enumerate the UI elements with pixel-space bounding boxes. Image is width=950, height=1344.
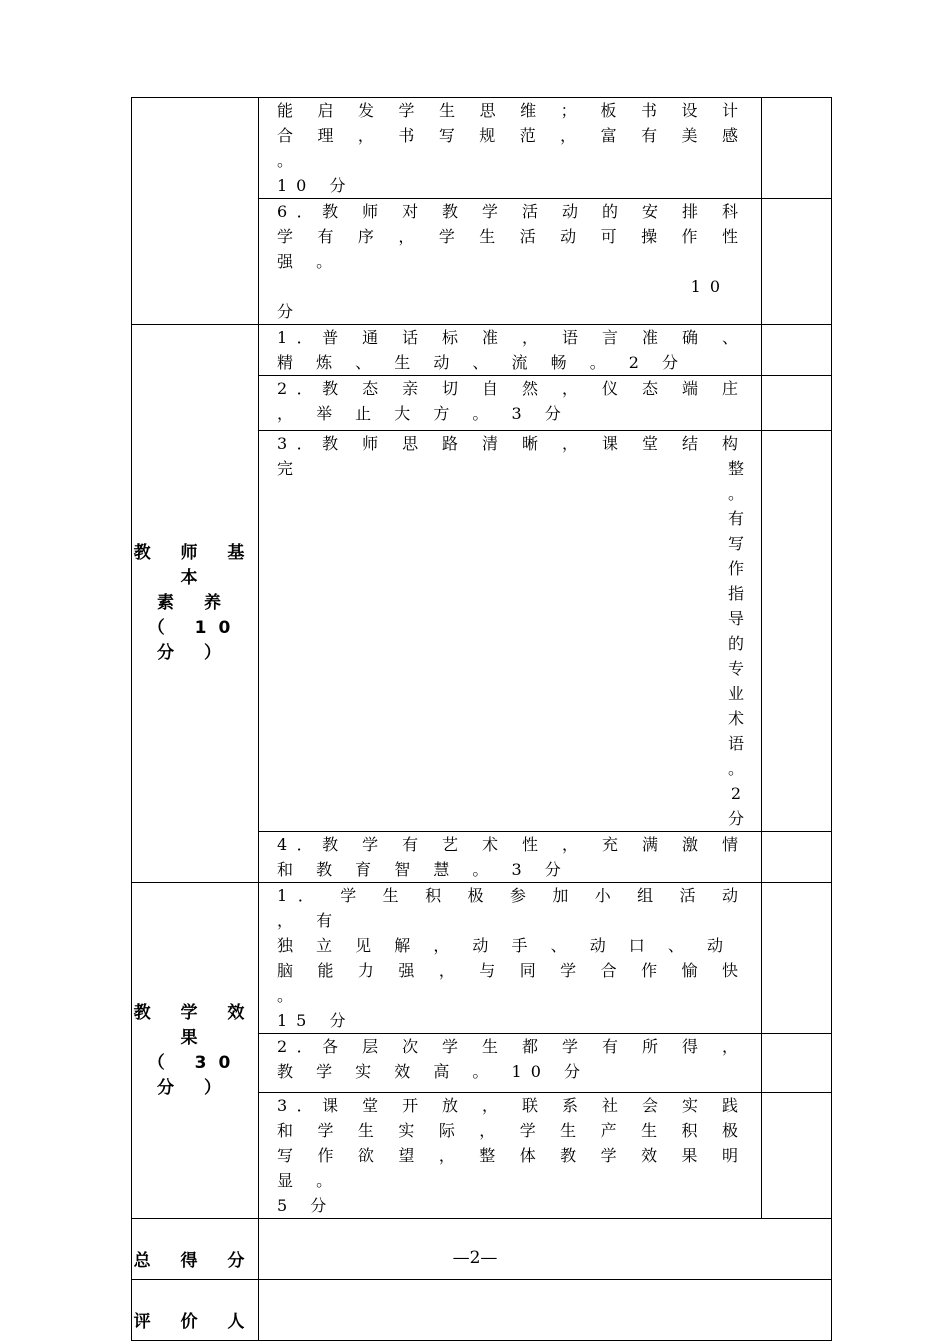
- criterion-cell: 4．教 学 有 艺 术 性 ， 充 满 激 情 和 教 育 智 慧 。 3 分: [259, 832, 762, 883]
- score-cell[interactable]: [762, 431, 832, 832]
- category-label: 分 ）: [157, 643, 233, 663]
- table-row: [132, 98, 832, 199]
- category-label: （ 10: [147, 618, 243, 638]
- score-cell[interactable]: [762, 199, 832, 325]
- category-teaching-effect: [132, 883, 259, 1219]
- score-cell[interactable]: [762, 1093, 832, 1219]
- criterion-unit: 分: [277, 302, 303, 321]
- criterion-cell: 2．各 层 次 学 生 都 学 有 所 得 ， 教 学 实 效 高 。 10 分: [259, 1034, 762, 1093]
- category-label: 教 学 效: [133, 1002, 257, 1023]
- evaluation-table: [131, 97, 832, 1341]
- criterion-cell: 1． 学 生 积 极 参 加 小 组 活 动 ， 有 独 立 见 解 ， 动 手 、 动 口 、 动 脑 能 力 强 ， 与 同 学 合 作 愉 快 。 15 分: [259, 883, 762, 1034]
- score-cell[interactable]: [762, 98, 832, 199]
- category-label: 教 师 基: [133, 543, 257, 563]
- score-cell[interactable]: [762, 325, 832, 376]
- criterion-cell: 能 启 发 学 生 思 维 ； 板 书 设 计 合 理 ， 书 写 规 范 ， 富 有 美 感 。 10 分: [259, 98, 762, 199]
- score-cell[interactable]: [762, 883, 832, 1034]
- score-cell[interactable]: [762, 376, 832, 431]
- evaluator-field[interactable]: [259, 1280, 832, 1341]
- table-row: [132, 883, 832, 1034]
- category-label: 素 养: [157, 593, 233, 613]
- score-cell[interactable]: [762, 1034, 832, 1093]
- evaluator-label: 评 价 人: [132, 1280, 259, 1341]
- category-basic-quality: [132, 325, 259, 883]
- table-row: [132, 1280, 832, 1341]
- category-label: 分 ）: [157, 1077, 233, 1098]
- criterion-cell: [259, 431, 762, 832]
- category-label: 本: [180, 568, 210, 588]
- criterion-cell: [259, 199, 762, 325]
- criterion-text: 3．教 师 思 路 清 晰 ， 课 堂 结 构 完: [277, 434, 747, 478]
- page-number: —2—: [452, 1248, 498, 1268]
- criterion-overflow-text: 整 。 有 写 作 指 导 的 专 业 术 语 。 2 分: [727, 459, 744, 828]
- table-row: [132, 325, 832, 376]
- criterion-cell: 1．普 通 话 标 准 ， 语 言 准 确 、 精 炼 、 生 动 、 流 畅 。 2 分: [259, 325, 762, 376]
- category-label: （ 30: [147, 1052, 243, 1073]
- criterion-text: 6．教 师 对 教 学 活 动 的 安 排 科 学 有 序 ， 学 生 活 动 可 操 作 性 强 。: [277, 202, 747, 271]
- total-score-label: 总 得 分: [132, 1219, 259, 1280]
- criterion-points: 10: [690, 277, 729, 296]
- criterion-cell: 3．课 堂 开 放 ， 联 系 社 会 实 践 和 学 生 实 际 ， 学 生 产 生 积 极 写 作 欲 望 ， 整 体 教 学 效 果 明 显 。 5 分: [259, 1093, 762, 1219]
- category-cell-continued: [132, 98, 259, 325]
- score-cell[interactable]: [762, 832, 832, 883]
- criterion-cell: 2．教 态 亲 切 自 然 ， 仪 态 端 庄 ， 举 止 大 方 。 3 分: [259, 376, 762, 431]
- category-label: 果: [180, 1027, 210, 1048]
